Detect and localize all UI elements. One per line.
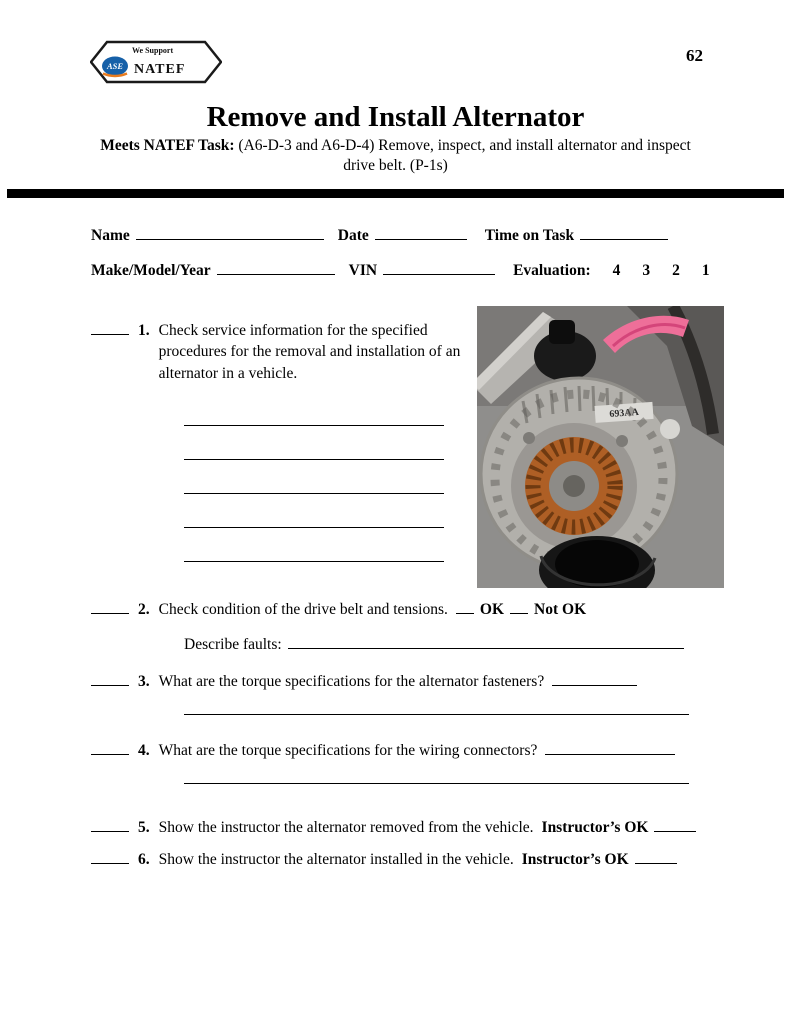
- form-row-1: [91, 226, 700, 245]
- task-3-short-blank: [552, 672, 637, 686]
- time-on-task-blank: [580, 226, 668, 240]
- task-4-text: What are the torque specifications for the wiring connectors?: [158, 741, 538, 759]
- task-3-answer-line: [184, 713, 689, 715]
- form-content: [0, 226, 791, 869]
- task-4-answer-line: [184, 782, 689, 784]
- ok-blank: [456, 600, 474, 614]
- task-5: [91, 818, 700, 837]
- task-6-status-blank: [91, 850, 129, 864]
- evaluation-score-4: 4: [612, 261, 621, 279]
- meets-label: Meets NATEF Task:: [100, 137, 235, 154]
- task-1-number: 1.: [138, 321, 150, 339]
- alternator-part-label: 693AA: [609, 406, 640, 420]
- task-4-short-blank: [545, 741, 675, 755]
- time-on-task-label: Time on Task: [484, 226, 575, 244]
- evaluation-label: Evaluation:: [513, 261, 591, 279]
- task-5-instructor-ok-label: Instructor’s OK: [541, 818, 649, 836]
- evaluation-score-3: 3: [642, 261, 651, 279]
- date-label: Date: [337, 226, 369, 244]
- task-6-text: Show the instructor the alternator installed in the vehicle.: [158, 850, 514, 868]
- answer-line: [184, 460, 444, 494]
- evaluation-score-1: 1: [701, 261, 710, 279]
- meets-natef-task: [0, 136, 791, 177]
- form-row-2: [91, 261, 710, 280]
- task-2-number: 2.: [138, 600, 150, 618]
- answer-line: [184, 426, 444, 460]
- task-1-status-blank: [91, 321, 129, 335]
- name-label: Name: [91, 226, 130, 244]
- task-5-number: 5.: [138, 818, 150, 836]
- vin-blank: [383, 261, 495, 275]
- page-title: Remove and Install Alternator: [206, 101, 585, 133]
- task-5-status-blank: [91, 818, 129, 832]
- page-header: [0, 0, 791, 93]
- task-4-number: 4.: [138, 741, 150, 759]
- vin-label: VIN: [348, 261, 378, 279]
- name-blank: [136, 226, 324, 240]
- ok-label: OK: [479, 600, 505, 618]
- task-4-status-blank: [91, 741, 129, 755]
- describe-faults-label: Describe faults:: [184, 635, 282, 653]
- logo-natef-text: NATEF: [134, 62, 186, 77]
- task-1-section: [91, 320, 700, 592]
- answer-line: [184, 528, 444, 562]
- task-2: [91, 600, 700, 619]
- task-1-answer-lines: [184, 392, 444, 562]
- describe-faults-row: [184, 635, 700, 654]
- task-2-text: Check condition of the drive belt and tensions.: [158, 600, 448, 618]
- divider-rule: [7, 189, 784, 198]
- describe-faults-blank: [288, 635, 684, 649]
- task-6-number: 6.: [138, 850, 150, 868]
- answer-line: [184, 392, 444, 426]
- task-3-text: What are the torque specifications for the alternator fasteners?: [158, 672, 545, 690]
- task-3-number: 3.: [138, 672, 150, 690]
- make-model-year-label: Make/Model/Year: [91, 261, 211, 279]
- natef-logo: [90, 36, 222, 93]
- task-4: [91, 741, 700, 760]
- meets-line2: drive belt. (P-1s): [343, 157, 448, 175]
- task-3-status-blank: [91, 672, 129, 686]
- answer-line: [184, 494, 444, 528]
- page-number: 62: [686, 46, 703, 65]
- task-6-instructor-ok-label: Instructor’s OK: [521, 850, 629, 868]
- alternator-photo: [477, 306, 724, 588]
- task-2-status-blank: [91, 600, 129, 614]
- evaluation-score-2: 2: [672, 261, 680, 279]
- ase-logo-text: ASE: [106, 61, 124, 71]
- task-3: [91, 672, 700, 691]
- not-ok-label: Not OK: [534, 600, 587, 618]
- task-5-text: Show the instructor the alternator removed from the vehicle.: [158, 818, 534, 836]
- logo-we-support-text: We Support: [132, 46, 174, 55]
- task-5-instructor-ok-blank: [654, 818, 696, 832]
- task-6: [91, 850, 700, 869]
- meets-line1: (A6-D-3 and A6-D-4) Remove, inspect, and install alternator and inspect: [238, 137, 691, 154]
- make-model-year-blank: [217, 261, 335, 275]
- task-1-text: Check service information for the specified procedures for the removal and installation of an alternator in a vehicle.: [158, 321, 461, 382]
- date-blank: [375, 226, 467, 240]
- task-6-instructor-ok-blank: [635, 850, 677, 864]
- not-ok-blank: [510, 600, 528, 614]
